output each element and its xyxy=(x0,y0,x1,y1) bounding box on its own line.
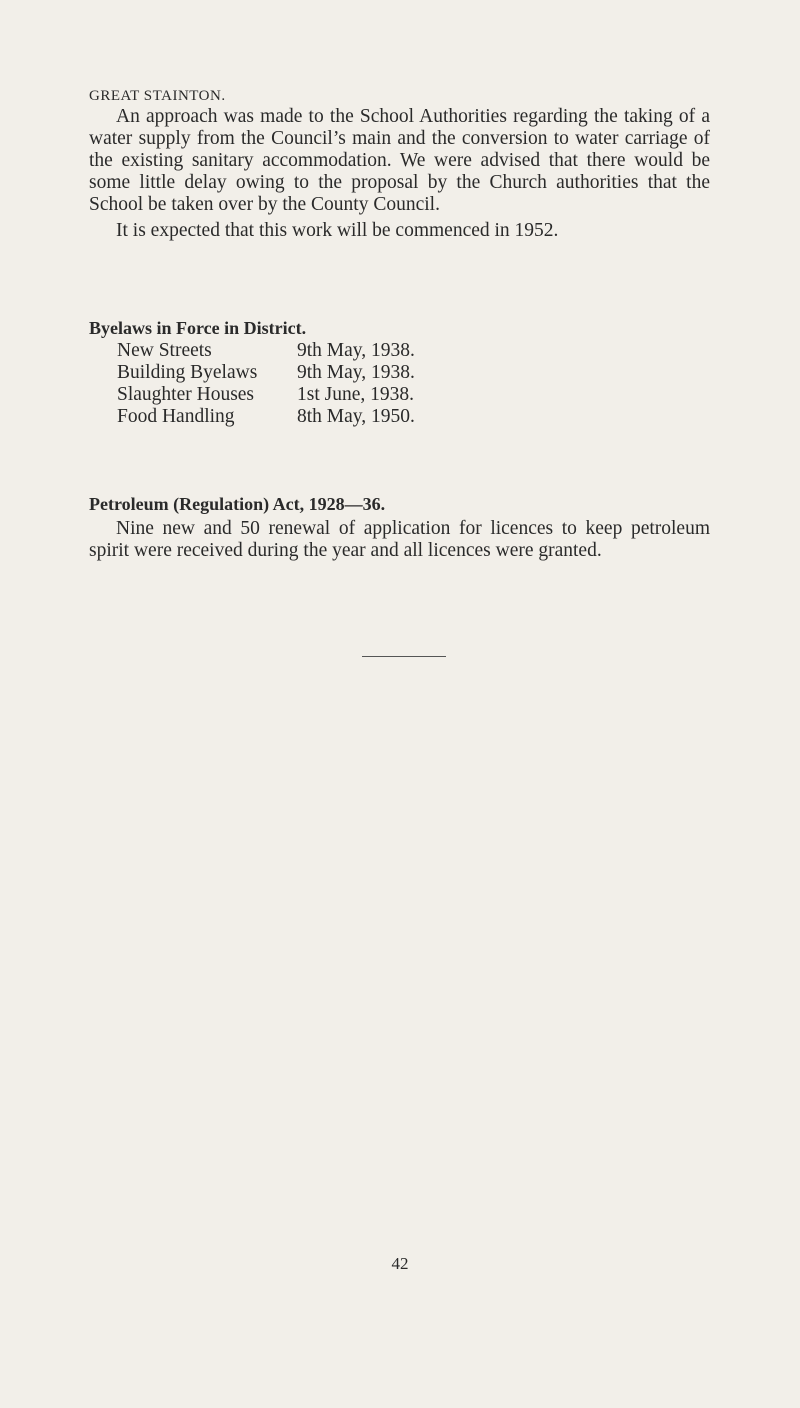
water-supply-paragraph xyxy=(89,106,710,216)
petroleum-paragraph xyxy=(89,518,710,562)
byelaws-heading: Byelaws in Force in District. xyxy=(89,318,307,338)
petroleum-heading: Petroleum (Regulation) Act, 1928—36. xyxy=(89,494,386,514)
table-row xyxy=(117,362,415,384)
byelaw-name: Slaughter Houses xyxy=(117,384,255,405)
table-row xyxy=(117,384,415,406)
byelaw-date: 9th May, 1938. xyxy=(297,340,415,361)
byelaw-date: 8th May, 1950. xyxy=(297,406,415,427)
expected-text: It is expected that this work will be commenced in 1952. xyxy=(116,220,559,241)
table-row xyxy=(117,406,415,428)
section-title: GREAT STAINTON. xyxy=(89,88,226,104)
byelaw-date: 9th May, 1938. xyxy=(297,362,415,383)
byelaw-name: Food Handling xyxy=(117,406,235,427)
water-supply-text: An approach was made to the School Authorities regarding the taking of a water supply from the Council’s main and the conversion to water carriage of the existing sanitary accommodation. We were advised that there would be some little delay owing to the proposal by the Church authorities that the School be taken over by the County Council. xyxy=(89,106,710,215)
byelaw-name: Building Byelaws xyxy=(117,362,258,383)
byelaw-date: 1st June, 1938. xyxy=(297,384,414,405)
byelaw-name: New Streets xyxy=(117,340,212,361)
page-number: 42 xyxy=(391,1254,409,1273)
section-divider xyxy=(362,656,446,657)
byelaws-table xyxy=(117,340,415,428)
table-row xyxy=(117,340,415,362)
expected-paragraph xyxy=(89,220,710,242)
petroleum-text: Nine new and 50 renewal of application for licences to keep petroleum spirit were received during the year and all licences were granted. xyxy=(89,518,710,561)
